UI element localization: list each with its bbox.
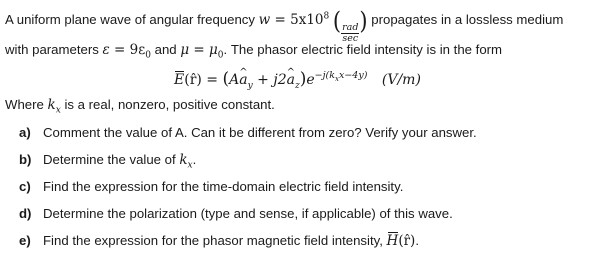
question-text: Find the expression for the time-domain electric field intensity. [43,179,404,194]
question-label: e) [19,233,31,248]
unit-open-paren: ( [332,7,342,35]
where-line [5,97,275,116]
where-suffix: is a real, nonzero, positive constant. [60,97,275,112]
unit-close-paren: ) [359,7,368,35]
unit-denominator: sec [342,33,359,44]
unit-vector-az: a ^ [287,72,295,88]
question-label: c) [19,179,31,194]
equation-plus: + [252,72,274,88]
mu-sub: 0 [217,50,224,61]
unit-vector-az-sub: z [294,80,300,91]
intro-text-2: with parameters [5,42,103,57]
equals-sign: = [270,12,291,28]
mu-value: μ [209,42,218,58]
equation-open-paren: ( [222,69,230,89]
unit-numerator: rad [342,22,359,33]
question-label: d) [19,206,32,221]
question-text: Find the expression for the phasor magnetic field intensity, [43,233,387,248]
question-text: Determine the polarization (type and sense, if applicable) of this wave. [43,206,453,221]
kx-symbol: k [179,152,188,168]
epsilon-value: 9ε [129,42,146,58]
e-field-vector: E [174,72,185,88]
amplitude-a: A [229,72,240,88]
unit-vector-ay: a ^ [239,72,247,88]
where-prefix: Where [5,97,48,112]
question-end: . [192,152,197,167]
exponent [314,70,368,84]
e-field-argument: (r̂) [184,72,202,88]
omega-exponent: 8 [323,11,330,22]
exponent-head: −j(k [314,70,336,82]
question-text: Determine the value of [43,152,180,167]
equals-sign: = [109,42,130,58]
equation-close-paren: ) [299,69,307,89]
omega-symbol: w [258,12,271,28]
kx-symbol: k [47,97,56,113]
mu-symbol: μ [180,42,190,58]
problem-intro-line-1 [5,7,564,44]
electric-field-equation [174,69,421,91]
h-field-argument: (r̂) [398,233,416,249]
question-label: a) [19,125,31,140]
unit-fraction [341,23,359,44]
epsilon-sub: 0 [145,50,151,61]
equation-equals: = [201,72,223,88]
question-text: Comment the value of A. Can it be different from zero? Verify your answer. [43,125,477,140]
h-field-vector: H [386,233,399,249]
kx-sub: x [55,105,61,116]
equals-sign: = [189,42,209,58]
question-a [19,125,477,141]
problem-intro-line-2 [5,42,503,61]
question-d [19,206,453,222]
question-e [19,233,419,249]
imaginary-j2: j2 [273,72,287,88]
equation-unit: (V/m) [381,72,421,88]
question-end: . [415,233,419,248]
exponential-e: e [306,72,315,88]
question-b [19,152,197,171]
exponent-kx-sub: x [335,75,339,84]
and-text: and [150,42,181,57]
intro-text-1: A uniform plane wave of angular frequency [5,12,259,27]
epsilon-symbol: ε [102,42,110,58]
intro-text-2-suffix: . The phasor electric field intensity is in the form [223,42,503,57]
kx-sub: x [187,160,193,171]
exponent-tail: x−4y) [338,70,368,82]
unit-vector-ay-sub: y [247,80,253,91]
intro-text-1-suffix: propagates in a lossless medium [367,12,564,27]
omega-value: 5x10 [290,12,324,28]
question-c [19,179,403,195]
question-label: b) [19,152,32,167]
